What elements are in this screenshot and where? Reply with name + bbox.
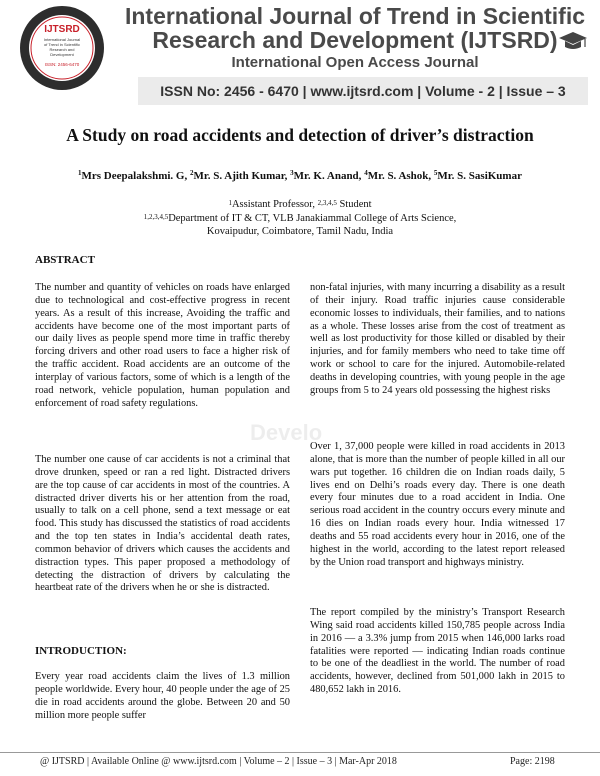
affil-role-1: Assistant Professor,: [231, 199, 318, 210]
author-4: Mr. S. Ashok,: [367, 170, 434, 182]
affiliation-line-2: [10, 212, 590, 225]
affiliation-line-1: [10, 198, 590, 211]
author-list: [10, 170, 590, 182]
ijtsrd-logo: [18, 4, 106, 92]
right-paragraph-2: [310, 441, 565, 569]
abstract-paragraph-2: [35, 454, 290, 595]
intro-p1-text: Every year road accidents claim the lives of 1.3 million people worldwide. Every hour, 40 people under the age of 25 die in road accidents around the globe. Between 20 and 50 million more people suffer: [35, 671, 290, 721]
journal-header: [0, 0, 600, 112]
right-p3-text: The report compiled by the ministry’s Transport Research Wing said road accidents killed 150,785 people across India in 2016 — a 3.3% jump from 2015 when 146,000 larks road fatalities were reported — indicating Indian roads continue to be one of the deadliest in the world. The number of road accidents, however, declined from 501,000 lakh in 2015 to 480,652 lakh in 2016.: [310, 607, 565, 696]
author-4-sup: 4: [364, 169, 368, 177]
introduction-paragraph-1: [35, 671, 290, 722]
affil-role-2: Student: [336, 199, 372, 210]
author-3-sup: 3: [290, 169, 294, 177]
journal-title-line-2: Research and Development (IJTSRD): [152, 27, 558, 53]
author-3: Mr. K. Anand,: [293, 170, 365, 182]
watermark: Develo: [250, 420, 323, 445]
abstract-heading: ABSTRACT: [35, 254, 95, 266]
author-5-sup: 5: [433, 169, 438, 177]
abstract-p1-text: The number and quantity of vehicles on roads have enlarged due to technological and cost-effective progress in recent years. As a result of this increase, Avoiding the traffic and accidents have become one of the most important parts of our daily lives as people spend more time in traffic thereby forcing drivers and other road users to face a higher risk of the traffic accident. Road accidents are an outcome of the interplay of various factors, some of which is a length of the road network, vehicle population, human population and enforcement of road safety regulations.: [35, 282, 290, 409]
right-p2-text: Over 1, 37,000 people were killed in road accidents in 2013 alone, that is more than the number of people killed in all our wars put together. 16 children die on Indian roads daily, 5 lives end on Delhi’s roads every day. There is one death every four minutes due to a road accident in India. One serious road accident in the country occurs every minute and 16 dies on Indian roads every hour. India witnessed 17 deaths and 55 road accidents every hour in 2016, one of the highest in the world, according to the latest report released by the Union road transport and highways ministry.: [310, 441, 565, 568]
author-2: Mr. S. Ajith Kumar,: [193, 170, 291, 182]
introduction-heading: INTRODUCTION:: [35, 645, 127, 657]
affiliation-line-3: Kovaipudur, Coimbatore, Tamil Nadu, India: [206, 226, 394, 237]
abstract-paragraph-1: [35, 282, 290, 410]
logo-subtext-1: International Journal: [43, 37, 81, 42]
right-p1-text: non-fatal injuries, with many incurring a disability as a result of their injury. Road traffic injuries cause considerable economic losses to individuals, their families, and to nations as a whole. These losses arise from the cost of treatment as well as lost productivity for those killed or disabled by their injuries, and for family members who need to take time off work or school to care for the injured. Automobile-related deaths in developing countries, with young people in the age groups from 5 to 24 years old possessing the highest risks: [310, 282, 565, 396]
right-paragraph-1: [310, 282, 565, 398]
affil-sup-3: 1,2,3,4,5: [143, 213, 169, 221]
logo-subtext-3: Research and: [49, 47, 75, 52]
affil-sup-1: 1: [228, 199, 232, 207]
affil-department: Department of IT & CT, VLB Janakiammal College of Arts Science,: [168, 213, 457, 224]
abstract-p2-text: The number one cause of car accidents is not a criminal that drove drunken, speed or ran a red light. Distracted drivers are the top cause of car accidents in most of the countries. A distracted driver diverts his or her attention from the road, usually to talk on a cell phone, send a text message or eat food. This study has discussed the statistics of road accidents and the top ten states in India’s accidental death rates, common behavior of drivers which causes the accidents and distraction types. This paper proposed a methodology of detecting the distraction of drivers by calculating the heartbeat rate of the drivers when he or she is distracted.: [35, 454, 290, 594]
right-paragraph-3: [310, 607, 565, 697]
author-5: Mr. S. SasiKumar: [437, 170, 522, 182]
author-1-sup: 1: [78, 169, 82, 177]
footer-citation[interactable]: @ IJTSRD | Available Online @ www.ijtsrd.com | Volume – 2 | Issue – 3 | Mar-Apr 2018: [40, 756, 397, 767]
affil-sup-2: 2,3,4,5: [317, 199, 337, 207]
logo-subtext-2: of Trend in Scientific: [43, 42, 81, 47]
logo-text: IJTSRD: [44, 24, 80, 35]
author-2-sup: 2: [190, 169, 194, 177]
logo-subtext-4: Development: [50, 52, 74, 57]
open-access-label: International Open Access Journal: [231, 54, 479, 71]
page-number: Page: 2198: [510, 756, 555, 767]
issn-bar[interactable]: ISSN No: 2456 - 6470 | www.ijtsrd.com | Volume - 2 | Issue – 3: [138, 77, 588, 105]
paper-title: A Study on road accidents and detection of driver’s distraction: [66, 125, 534, 145]
page-footer: [0, 752, 600, 776]
footer-divider: [0, 752, 600, 753]
journal-title-line-1: International Journal of Trend in Scientific: [124, 3, 586, 29]
author-1: Mrs Deepalakshmi. G,: [81, 170, 190, 182]
logo-issn: ISSN: 2456-6470: [44, 62, 80, 67]
journal-title: [120, 4, 590, 52]
